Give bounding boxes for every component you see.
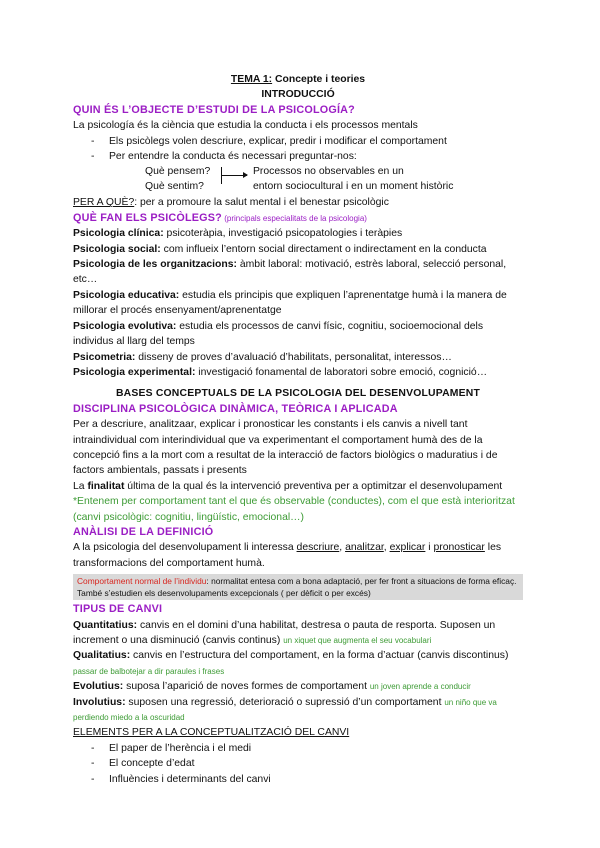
specialty-item bbox=[73, 242, 523, 257]
change-types-heading: TIPUS DE CANVI bbox=[73, 603, 163, 616]
analysis-pre: A la psicologia del desenvolupament li interessa bbox=[73, 542, 297, 554]
specialty-text: com influeix l’entorn social directament o indirectament en la conducta bbox=[160, 243, 487, 255]
change-term: Involutius: bbox=[73, 696, 126, 708]
specialty-text: disseny de proves d’avaluació d’habilitats, personalitat, interessos… bbox=[135, 351, 452, 363]
object-heading: QUIN ÉS L’OBJECTE D’ESTUDI DE LA PSICOLOGÍA? bbox=[73, 103, 355, 116]
purpose-paragraph bbox=[73, 479, 523, 494]
psychologists-heading-sub: (principals especialitats de la psicologia) bbox=[221, 213, 367, 223]
specialty-text: estudia els processos de canvi físic, cognitiu, socioemocional dels individus al llarg del temps bbox=[73, 320, 484, 348]
purpose-keyword: finalitat bbox=[87, 480, 125, 492]
change-example: passar de balbotejar a dir paraules i frases bbox=[73, 666, 225, 676]
discipline-heading: DISCIPLINA PSICOLÒGICA DINÀMICA, TEÒRICA I APLICADA bbox=[73, 402, 398, 415]
purpose-pre: La bbox=[73, 480, 88, 492]
specialty-item bbox=[73, 319, 523, 350]
specialty-text: investigació fonamental de laboratori sobre emoció, cognició… bbox=[195, 366, 488, 378]
specialty-term: Psicometria: bbox=[73, 351, 136, 363]
specialty-item bbox=[73, 288, 523, 319]
specialty-term: Psicologia evolutiva: bbox=[73, 320, 177, 332]
purpose-post: última de la qual és la intervenció preventiva per a optimitzar el desenvolupament bbox=[124, 480, 503, 492]
elements-heading: ELEMENTS PER A LA CONCEPTUALITZACIÓ DEL CANVI bbox=[73, 727, 350, 739]
elements-bullets bbox=[73, 741, 523, 787]
keyword-analyse: analitzar bbox=[345, 542, 384, 554]
analysis-heading: ANÀLISI DE LA DEFINICIÓ bbox=[73, 525, 214, 538]
change-term: Qualitatius: bbox=[73, 650, 131, 662]
change-item bbox=[73, 679, 523, 694]
list-item: - Influències i determinants del canvi bbox=[91, 772, 523, 787]
behaviour-note: *Entenem per comportament tant el que és observable (conductes), com el que està interioritzat (canvi psicològic: cognitiu, lingüístic, emocional…) bbox=[73, 496, 515, 523]
specialty-item bbox=[73, 350, 523, 365]
separator: , bbox=[339, 542, 346, 554]
change-example: un niño que va perdiendo miedo a la oscuridad bbox=[73, 697, 497, 723]
keyword-describe: descriure bbox=[296, 542, 340, 554]
specialty-term: Psicologia educativa: bbox=[73, 289, 180, 301]
change-term: Evolutius: bbox=[73, 681, 124, 693]
answer-line-2: entorn sociocultural i en un moment històric bbox=[253, 181, 454, 193]
keyword-predict: pronosticar bbox=[433, 542, 485, 554]
separator: i bbox=[425, 542, 434, 554]
analysis-paragraph bbox=[73, 540, 523, 571]
list-item: - Els psicòlegs volen descriure, explicar, predir i modificar el comportament bbox=[91, 134, 523, 149]
change-example: un joven aprende a conducir bbox=[369, 682, 471, 692]
change-text: canvis en l’estructura del comportament, en la forma d’actuar (canvis discontinus) bbox=[130, 650, 509, 662]
specialty-text: psicoteràpia, investigació psicopatologies i teràpies bbox=[163, 228, 403, 240]
specialty-text: estudia els principis que expliquen l’aprenentatge humà i la manera de millorar el procés ensenyament/aprenentatge bbox=[73, 289, 507, 317]
change-item bbox=[73, 618, 523, 649]
question-think: Què pensem? bbox=[145, 166, 211, 178]
specialty-item bbox=[73, 226, 523, 241]
discipline-paragraph: Per a descriure, analitzaar, explicar i pronosticar les constants i els canvis a nivell tant intraindividual com interindividual que va experimentant el comportament humà des de la concepció fins a la mort com a resultat de la interacció de factors biològics o maduratius i de factors ambientals, passats i presents bbox=[73, 419, 498, 477]
analysis-post: les transformacions del comportament humà. bbox=[73, 542, 502, 569]
object-bullets bbox=[73, 134, 523, 165]
purpose-label: PER A QUÈ? bbox=[73, 197, 135, 209]
specialty-text: àmbit laboral: motivació, estrès laboral, selecció personal, etc… bbox=[73, 259, 507, 286]
title-tema: TEMA 1: bbox=[230, 74, 273, 85]
purpose-text: : per a promoure la salut mental i el benestar psicològic bbox=[134, 197, 389, 209]
psychologists-heading bbox=[73, 211, 523, 226]
change-term: Quantitatius: bbox=[73, 619, 138, 631]
purpose-line bbox=[73, 195, 523, 210]
specialty-term: Psicologia de les organitzacions: bbox=[73, 259, 237, 271]
question-feel: Què sentim? bbox=[145, 181, 204, 193]
title-rest: Concepte i teories bbox=[272, 74, 366, 85]
specialty-term: Psicologia experimental: bbox=[73, 366, 196, 378]
specialty-item bbox=[73, 257, 523, 288]
change-text: suposa l’aparició de noves formes de comportament bbox=[123, 681, 370, 693]
specialty-term: Psicologia clínica: bbox=[73, 228, 164, 240]
intro-heading: INTRODUCCIÓ bbox=[261, 89, 335, 101]
document-title bbox=[73, 72, 523, 87]
normal-behaviour-box bbox=[73, 574, 523, 600]
arrow-right-icon bbox=[222, 175, 247, 176]
psychology-definition: La psicología és la ciència que estudia la conducta i els processos mentals bbox=[73, 120, 418, 132]
box-text: : normalitat entesa com a bona adaptació, per fer front a situacions de forma eficaç. També s’estudien els desenvolupaments excepcionals ( per dèficit o per excés) bbox=[77, 576, 517, 599]
change-item bbox=[73, 695, 523, 726]
keyword-explain: explicar bbox=[389, 542, 426, 554]
list-item: - El paper de l’herència i el medi bbox=[91, 741, 523, 756]
list-item: - El concepte d’edat bbox=[91, 756, 523, 771]
separator: , bbox=[383, 542, 390, 554]
box-highlight: Comportament normal de l’individu bbox=[77, 576, 207, 587]
psychologists-heading-text: QUÈ FAN ELS PSICÒLEGS? bbox=[73, 211, 222, 224]
change-text: canvis en el domini d’una habilitat, destresa o pauta de resporta. Suposen un increment o una disminució (canvis continus) bbox=[73, 619, 496, 646]
specialty-term: Psicologia social: bbox=[73, 243, 161, 255]
answer-line-1: Processos no observables en un bbox=[253, 166, 404, 178]
bases-heading: BASES CONCEPTUALS DE LA PSICOLOGIA DEL DESENVOLUPAMENT bbox=[115, 388, 481, 400]
document-page bbox=[73, 72, 523, 787]
questions-diagram bbox=[73, 164, 523, 195]
change-example: un xiquet que augmenta el seu vocabulari bbox=[283, 636, 432, 645]
change-text: suposen una regressió, deterioració o supressió d’un comportament bbox=[125, 696, 445, 708]
list-item: - Per entendre la conducta és necessari preguntar-nos: bbox=[91, 149, 523, 164]
change-item bbox=[73, 648, 523, 679]
specialty-item bbox=[73, 365, 523, 380]
